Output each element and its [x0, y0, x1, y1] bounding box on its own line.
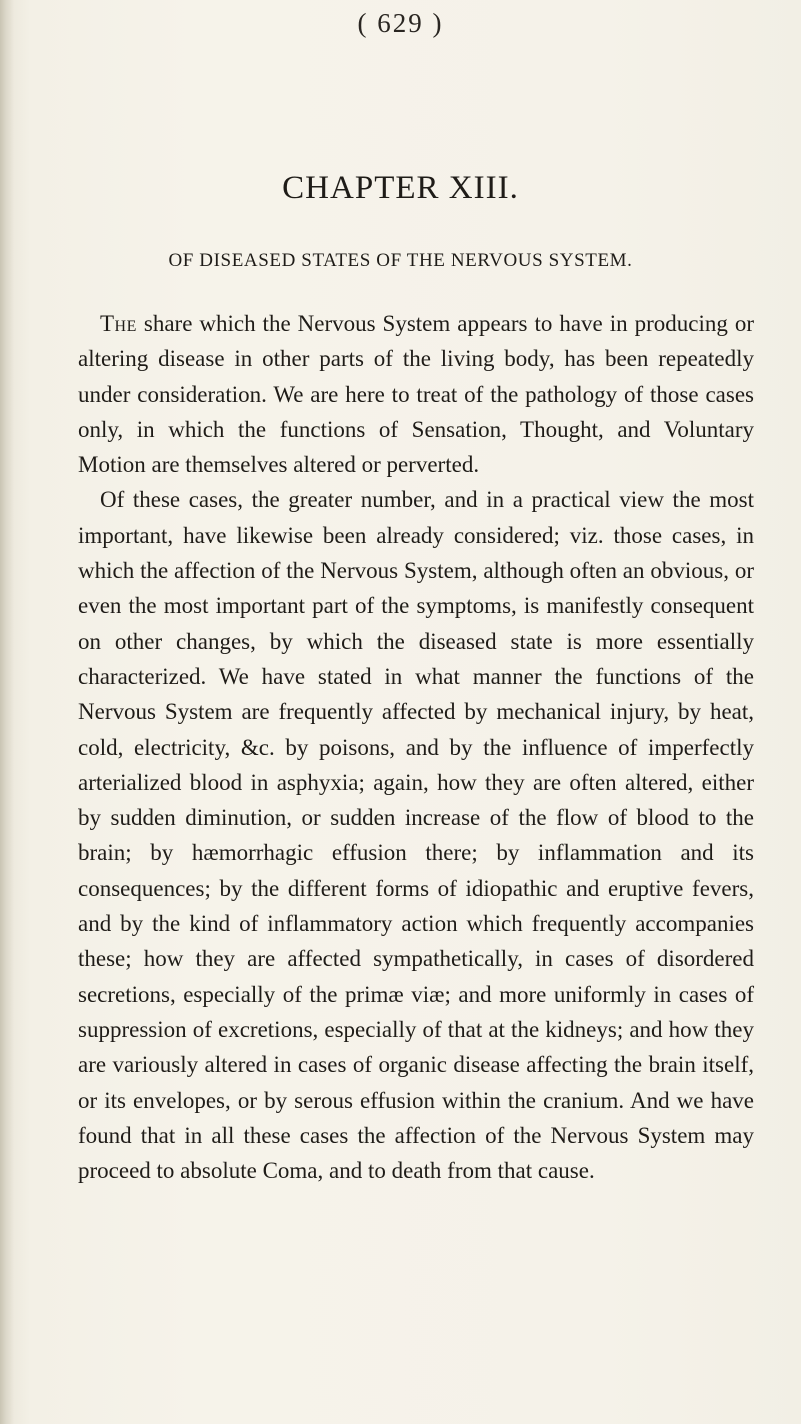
paragraph-2: [78, 482, 754, 1188]
page-gutter-shadow: [0, 0, 14, 1424]
paragraph-2-text: Of these cases, the greater number, and in a practical view the most important, have likewise been already considered; viz. those cases, in which the affection of the Nervous System, although often an obvious, or even the most important part of the symptoms, is manifestly consequent on other changes, by which the diseased state is more essentially characterized. We have stated in what manner the functions of the Nervous System are frequently affected by mechanical injury, by heat, cold, electricity, &c. by poisons, and by the influence of imperfectly arterialized blood in asphyxia; again, how they are often altered, either by sudden diminution, or sudden increase of the flow of blood to the brain; by hæmorrhagic effusion there; by inflammation and its consequences; by the different forms of idiopathic and eruptive fevers, and by the kind of inflammatory action which frequently accompanies these; how they are affected sympathetically, in cases of disordered secretions, especially of the primæ viæ; and more uniformly in cases of suppression of excretions, especially of that at the kidneys; and how they are variously altered in cases of organic disease affecting the brain itself, or its envelopes, or by serous effusion within the cranium. And we have found that in all these cases the affection of the Nervous System may proceed to absolute Coma, and to death from that cause.: [78, 487, 754, 1184]
chapter-title: CHAPTER XIII.: [282, 170, 519, 206]
chapter-body: [78, 306, 754, 1188]
chapter-subtitle: OF DISEASED STATES OF THE NERVOUS SYSTEM.: [168, 250, 633, 271]
paragraph-1: [78, 306, 754, 482]
page-number: ( 629 ): [357, 8, 444, 38]
paragraph-1-text: share which the Nervous System appears to have in producing or altering disease in other parts of the living body, has been repeatedly under consideration. We are here to treat of the pathology of those cases only, in which the functions of Sensation, Thought, and Voluntary Motion are themselves altered or perverted.: [78, 311, 754, 478]
paragraph-1-lead: The: [100, 311, 137, 336]
